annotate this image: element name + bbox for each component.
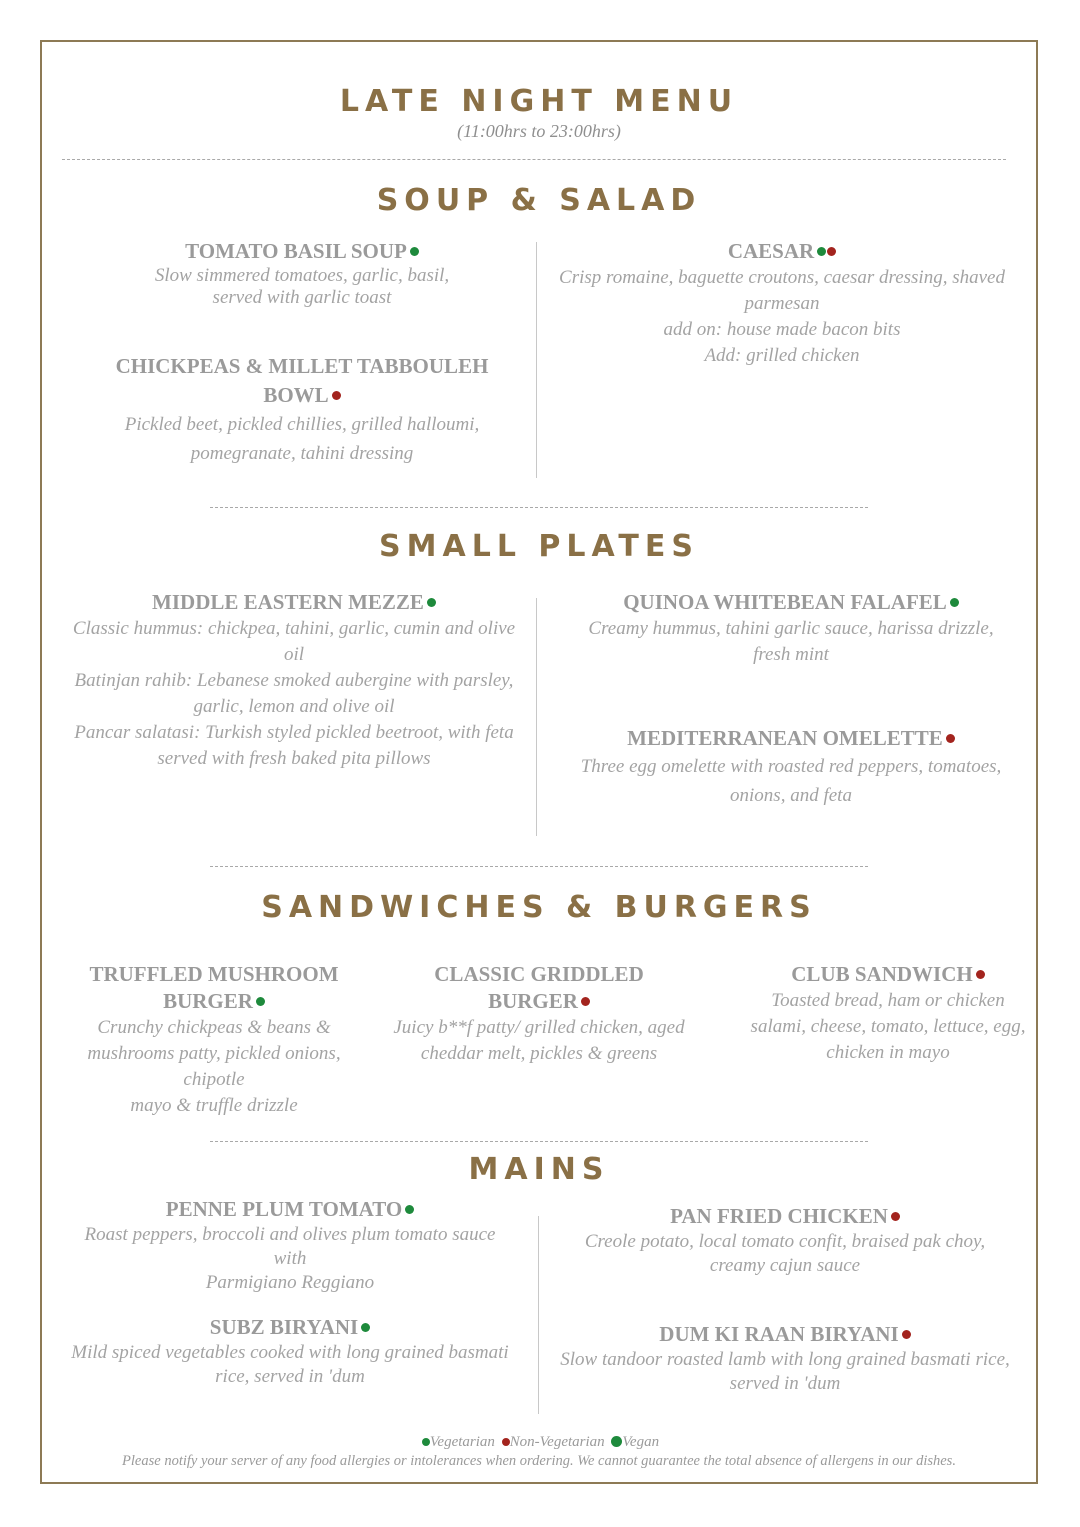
item-name: SUBZ BIRYANI: [209, 1315, 359, 1339]
non-vegetarian-dot-icon: [902, 1330, 911, 1339]
item-desc-line: pomegranate, tahini dressing: [190, 443, 414, 464]
item-desc-line: Creole potato, local tomato confit, braised pak choy,: [584, 1231, 986, 1252]
item-desc-line: served in 'dum: [729, 1373, 841, 1394]
section-title-sandwiches-burgers: SANDWICHES & BURGERS: [261, 890, 817, 925]
non-vegetarian-dot-icon: [976, 970, 985, 979]
non-vegetarian-dot-icon: [827, 247, 836, 256]
divider: [210, 866, 868, 867]
item-desc-line: Pancar salatasi: Turkish styled pickled beetroot, with feta: [74, 722, 514, 743]
item-desc-line: creamy cajun sauce: [709, 1255, 861, 1276]
item-desc-line: Creamy hummus, tahini garlic sauce, harissa drizzle,: [588, 618, 994, 639]
item-desc-line: Slow tandoor roasted lamb with long grained basmati rice,: [560, 1349, 1010, 1370]
item-name-line: BURGER: [163, 989, 253, 1013]
legend-vegetarian: Vegetarian: [429, 1434, 495, 1450]
item-desc-line: mushrooms patty, pickled onions, chipotle: [87, 1043, 341, 1090]
item-name: PAN FRIED CHICKEN: [670, 1204, 888, 1228]
item-desc-line: chicken in mayo: [826, 1042, 950, 1063]
vegetarian-dot-icon: [817, 247, 826, 256]
item-desc-line: Add: grilled chicken: [704, 345, 860, 366]
menu-item: [80, 352, 524, 468]
item-name: CAESAR: [727, 239, 815, 263]
non-vegetarian-dot-icon: [502, 1438, 510, 1446]
item-desc-line: Juicy b**f patty/ grilled chicken, aged: [393, 1017, 685, 1038]
menu-item: [56, 961, 372, 1119]
item-name: PENNE PLUM TOMATO: [165, 1197, 403, 1221]
item-desc-line: garlic, lemon and olive oil: [193, 696, 395, 717]
item-desc-line: Mild spiced vegetables cooked with long grained basmati: [71, 1342, 509, 1363]
vegetarian-dot-icon: [256, 997, 265, 1006]
item-desc-line: Batinjan rahib: Lebanese smoked aubergine with parsley,: [74, 670, 514, 691]
item-desc-line: add on: house made bacon bits: [663, 319, 901, 340]
service-hours: (11:00hrs to 23:00hrs): [457, 121, 621, 141]
non-vegetarian-dot-icon: [891, 1212, 900, 1221]
item-desc-line: mayo & truffle drizzle: [130, 1095, 298, 1116]
non-vegetarian-dot-icon: [946, 734, 955, 743]
item-desc-line: parmesan: [744, 293, 820, 314]
item-name-line: CHICKPEAS & MILLET TABBOULEH: [115, 354, 489, 378]
menu-item: [560, 1203, 1010, 1278]
column-divider: [536, 598, 537, 836]
divider: [210, 507, 868, 508]
item-name-line: BURGER: [488, 989, 578, 1013]
item-desc-line: Crisp romaine, baguette croutons, caesar dressing, shaved: [559, 267, 1005, 288]
item-name-line: TRUFFLED MUSHROOM: [89, 962, 339, 986]
menu-item: [560, 725, 1022, 810]
item-desc-line: salami, cheese, tomato, lettuce, egg,: [750, 1016, 1026, 1037]
item-name: MEDITERRANEAN OMELETTE: [627, 726, 943, 750]
item-name: QUINOA WHITEBEAN FALAFEL: [623, 590, 947, 614]
item-name: CLUB SANDWICH: [791, 962, 973, 986]
item-desc-line: rice, served in 'dum: [215, 1366, 365, 1387]
menu-item: [552, 238, 1012, 369]
vegetarian-dot-icon: [950, 598, 959, 607]
item-desc-line: Slow simmered tomatoes, garlic, basil,: [154, 265, 450, 286]
menu-item: [740, 961, 1036, 1066]
allergen-note: Please notify your server of any food allergies or intolerances when ordering. We cannot guarantee the total absence of allergens in our dishes.: [122, 1453, 956, 1469]
divider: [62, 159, 1006, 160]
item-desc-line: Classic hummus: chickpea, tahini, garlic, cumin and olive oil: [72, 618, 516, 665]
legend-non-vegetarian: Non-Vegetarian: [509, 1434, 605, 1450]
menu-item: [560, 1321, 1010, 1396]
vegetarian-dot-icon: [405, 1205, 414, 1214]
item-desc-line: onions, and feta: [730, 785, 852, 806]
item-name: TOMATO BASIL SOUP: [185, 239, 407, 263]
menu-item: [70, 1314, 510, 1389]
section-title-soup-salad: SOUP & SALAD: [376, 183, 702, 218]
section-title-mains: MAINS: [468, 1152, 610, 1187]
divider: [210, 1141, 868, 1142]
menu-item: [560, 589, 1022, 668]
item-desc-line: cheddar melt, pickles & greens: [420, 1043, 658, 1064]
item-desc-line: fresh mint: [753, 644, 829, 665]
menu-title: LATE NIGHT MENU: [339, 84, 739, 119]
vegetarian-dot-icon: [410, 247, 419, 256]
item-desc-line: Toasted bread, ham or chicken: [771, 990, 1005, 1011]
item-name: DUM KI RAAN BIRYANI: [659, 1322, 899, 1346]
section-title-small-plates: SMALL PLATES: [379, 529, 699, 564]
column-divider: [536, 242, 537, 478]
item-name-line: CLASSIC GRIDDLED: [434, 962, 644, 986]
vegetarian-dot-icon: [361, 1323, 370, 1332]
vegetarian-dot-icon: [427, 598, 436, 607]
item-desc-line: Roast peppers, broccoli and olives plum tomato sauce with: [84, 1224, 496, 1269]
menu-item: [70, 1196, 510, 1295]
item-name: MIDDLE EASTERN MEZZE: [152, 590, 424, 614]
item-name-line: BOWL: [263, 383, 329, 407]
diet-legend: [40, 1434, 1038, 1451]
item-desc-line: Parmigiano Reggiano: [205, 1272, 375, 1293]
column-divider: [538, 1216, 539, 1414]
item-desc-line: served with garlic toast: [212, 287, 392, 308]
non-vegetarian-dot-icon: [581, 997, 590, 1006]
menu-item: [384, 961, 694, 1067]
non-vegetarian-dot-icon: [332, 391, 341, 400]
vegan-leaf-icon: [611, 1436, 622, 1447]
menu-item: [80, 238, 524, 309]
legend-vegan: Vegan: [622, 1434, 660, 1450]
item-desc-line: Pickled beet, pickled chillies, grilled halloumi,: [124, 414, 480, 435]
menu-item: [62, 589, 526, 772]
item-desc-line: served with fresh baked pita pillows: [157, 748, 431, 769]
item-desc-line: Crunchy chickpeas & beans &: [97, 1017, 331, 1038]
vegetarian-dot-icon: [422, 1438, 430, 1446]
item-desc-line: Three egg omelette with roasted red peppers, tomatoes,: [580, 756, 1002, 777]
